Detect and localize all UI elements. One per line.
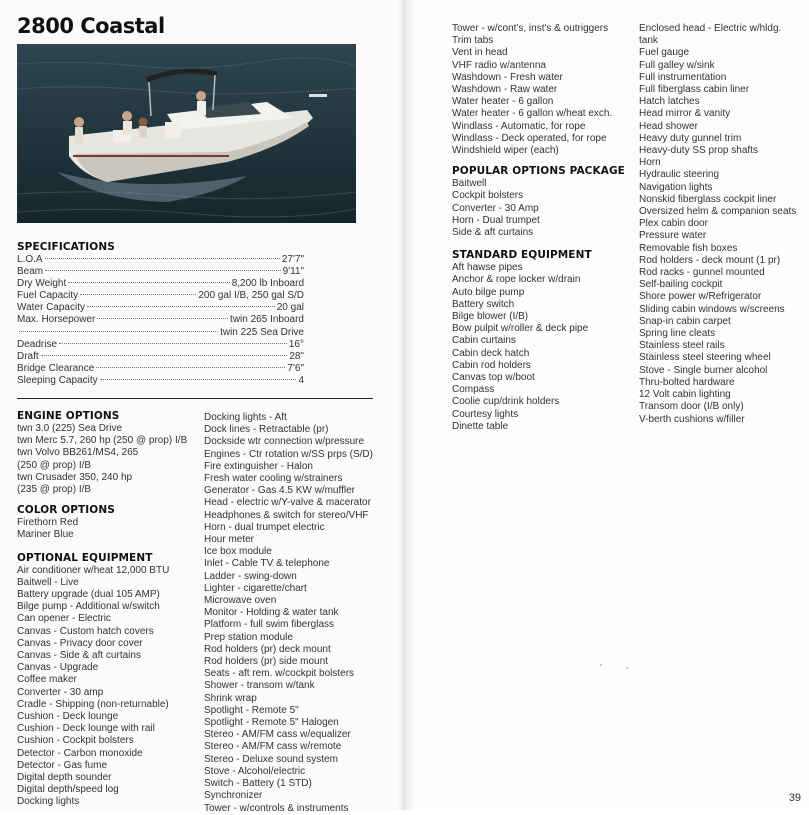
optional-equipment-item: Seats - aft rem. w/cockpit bolsters [204,668,355,680]
optional-equipment-item: Spotlight - Remote 5" Halogen [204,717,339,729]
standard-equipment-item: Head mirror & vanity [639,108,731,120]
spec-row [17,339,304,351]
specifications-heading: SPECIFICATIONS [17,241,115,253]
standard-equipment-item: Canvas top w/boot [452,372,535,384]
optional-equipment-item: Shrink wrap [204,692,257,704]
spec-value: 200 gal I/B, 250 gal S/D [198,290,304,302]
optional-equipment-item: Cushion - Cockpit bolsters [17,735,134,747]
optional-equipment-item: Monitor - Holding & water tank [204,607,339,619]
standard-equipment-item: Sliding cabin windows w/screens [639,303,785,315]
spec-label: Draft [17,350,39,362]
engine-option-item: twn 3.0 (225) Sea Drive [17,423,123,434]
spec-row [17,290,304,302]
spec-label: Beam [17,266,44,278]
standard-equipment-item: Pressure water [639,230,707,242]
optional-equipment-item: Horn - dual trumpet electric [204,521,325,533]
spec-label: Dry Weight [17,278,67,290]
optional-equipment-item: Ladder - swing-down [204,570,297,582]
optional-equipment-item: Canvas - Upgrade [17,662,99,674]
standard-equipment-item: Horn [639,157,661,169]
spec-value: 27'7" [281,254,304,265]
standard-equipment-item: Rod racks - gunnel mounted [639,267,765,279]
optional-equipment-item: Digital depth sounder [17,772,112,784]
paper-speck [600,664,602,666]
standard-equipment-item: Heavy-duty SS prop shafts [639,145,758,157]
spec-label: Sleeping Capacity [17,374,98,386]
boat-photo [17,44,356,223]
spec-label: Bridge Clearance [17,362,95,374]
standard-equipment-item: Stainless steel steering wheel [639,352,771,364]
optional-equipment-item: Ice box module [204,546,272,558]
page-title: 2800 Coastal [17,14,165,38]
standard-equipment-item: Compass [452,384,495,396]
optional-equipment-item: Canvas - Custom hatch covers [17,625,154,637]
popular-option-item: Side & aft curtains [452,227,534,239]
popular-options-heading: POPULAR OPTIONS PACKAGE [452,165,625,178]
optional-equipment-heading: OPTIONAL EQUIPMENT [17,551,153,564]
optional-equipment-item: Microwave oven [204,595,277,607]
optional-equipment-item: Canvas - Privacy door cover [17,637,143,649]
color-options-heading: COLOR OPTIONS [17,504,115,517]
optional-equipment-item: Prep station module [204,631,293,643]
engine-options-heading: ENGINE OPTIONS [17,410,120,422]
standard-equipment-item: Thru-bolted hardware [639,376,735,388]
standard-equipment-item: Rod holders - deck mount (1 pr) [639,254,781,266]
optional-equipment-item: Headphones & switch for stereo/VHF [204,509,369,521]
optional-equipment-item: Generator - Gas 4.5 KW w/muffler [204,485,355,497]
right-column-2 [639,23,809,426]
standard-equipment-item: Dinette table [452,420,509,432]
spec-value: 4 [298,374,304,386]
spec-label: Water Capacity [17,302,85,314]
optional-equipment-item: Cradle - Shipping (non-returnable) [17,698,169,710]
standard-equipment-item: Heavy duty gunnel trim [639,132,742,144]
specifications-section [17,241,304,387]
standard-equipment-item: Spring line cleats [639,328,716,340]
standard-equipment-item: Snap-in cabin carpet [639,315,731,327]
spec-label: Max. Horsepower [17,314,96,326]
popular-option-item: Converter - 30 Amp [452,202,539,214]
optional-equipment-item: Washdown - Fresh water [452,71,563,83]
engine-option-item: twn Merc 5.7, 260 hp (250 @ prop) I/B [17,435,188,447]
standard-equipment-item: Full galley w/sink [639,59,715,71]
optional-equipment-item: Windlass - Deck operated, for rope [452,132,607,144]
left-column-1 [17,410,202,809]
standard-equipment-item: Removable fish boxes [639,242,738,254]
standard-equipment-item: Battery switch [452,298,515,310]
optional-equipment-item: Baitwell - Live [17,576,79,588]
optional-equipment-item: Tower - w/cont's, inst's & outriggers [452,23,609,34]
optional-equipment-item: Bilge pump - Additional w/switch [17,601,160,613]
standard-equipment-item: Auto bilge pump [452,286,525,298]
spec-row [17,254,304,266]
optional-equipment-item: Air conditioner w/heat 12,000 BTU [17,564,170,576]
popular-option-item: Horn - Dual trumpet [452,214,540,226]
optional-equipment-item: Converter - 30 amp [17,686,104,698]
spec-label: L.O.A [17,254,43,265]
right-column-1 [452,23,637,433]
section-divider [17,398,373,399]
standard-equipment-item: Cabin curtains [452,335,516,347]
spec-label: Fuel Capacity [17,290,79,302]
popular-option-item: Baitwell [452,178,487,190]
engine-option-item: twn Crusader 350, 240 hp [17,471,133,483]
optional-equipment-item: Dock lines - Retractable (pr) [204,424,329,436]
standard-equipment-item: Nonskid fiberglass cockpit liner [639,193,777,205]
optional-equipment-item: Lighter - cigarette/chart [204,582,307,594]
standard-equipment-item: Aft hawse pipes [452,262,523,274]
optional-equipment-item: Stove - Alcohol/electric [204,765,306,777]
optional-equipment-item: Washdown - Raw water [452,84,558,96]
spec-row [17,351,304,363]
spec-row [17,363,304,375]
optional-equipment-item: Coffee maker [17,674,77,686]
spec-value: twin 225 Sea Drive [220,326,304,338]
optional-equipment-item: Head - electric w/Y-valve & macerator [204,497,371,509]
optional-equipment-item: Digital depth/speed log [17,784,119,796]
standard-equipment-item: Enclosed head - Electric w/hldg. [639,23,782,34]
optional-equipment-item: Windshield wiper (each) [452,145,559,157]
spec-row-continued [17,327,304,339]
optional-equipment-item: Shower - transom w/tank [204,680,315,692]
spec-value: 8,200 lb Inboard [231,278,304,290]
optional-equipment-item: VHF radio w/antenna [452,59,546,71]
standard-equipment-item: Fuel gauge [639,47,690,59]
spec-value: 16° [288,338,304,350]
standard-equipment-item: Anchor & rope locker w/drain [452,274,581,286]
optional-equipment-item: Docking lights [17,796,80,808]
engine-option-item: twn Volvo BB261/MS4, 265 [17,447,139,459]
standard-equipment-item: Self-bailing cockpit [639,279,723,291]
optional-equipment-item: Canvas - Side & aft curtains [17,650,141,662]
optional-equipment-item: Stereo - AM/FM cass w/remote [204,741,342,753]
standard-equipment-item: Stainless steel rails [639,340,725,352]
optional-equipment-item: Tower - w/controls & instruments [204,802,349,814]
standard-equipment-item: Head shower [639,120,698,132]
optional-equipment-item: Rod holders (pr) side mount [204,656,328,668]
spec-row [17,266,304,278]
optional-equipment-item: Detector - Gas fume [17,759,108,771]
standard-equipment-item: Cabin rod holders [452,359,531,371]
optional-equipment-item: Dockside wtr connection w/pressure [204,436,365,448]
spec-row [17,314,304,326]
optional-equipment-item: Water heater - 6 gallon w/heat exch. [452,108,613,120]
popular-option-item: Cockpit bolsters [452,190,524,202]
standard-equipment-item: tank [639,35,658,47]
optional-equipment-item: Stereo - Deluxe sound system [204,753,338,765]
standard-equipment-item: Bow pulpit w/roller & deck pipe [452,323,589,335]
optional-equipment-item: Engines - Ctr rotation w/SS prps (S/D) [204,448,373,460]
spec-value: 28" [289,350,304,362]
standard-equipment-item: Navigation lights [639,181,713,193]
standard-equipment-item: V-berth cushions w/filler [639,413,745,425]
optional-equipment-item: Trim tabs [452,35,494,47]
standard-equipment-item: Coolie cup/drink holders [452,396,560,408]
spec-value: 20 gal [276,302,304,314]
spec-row [17,375,304,387]
optional-equipment-item: Stereo - AM/FM cass w/equalizer [204,729,351,741]
optional-equipment-item: Battery upgrade (dual 105 AMP) [17,589,160,601]
optional-equipment-item: Hour meter [204,534,255,546]
optional-equipment-item: Rod holders (pr) deck mount [204,643,331,655]
standard-equipment-item: Courtesy lights [452,408,519,420]
optional-equipment-item: Switch - Battery (1 STD) [204,778,312,790]
optional-equipment-item: Docking lights - Aft [204,412,287,423]
standard-equipment-item: Transom door (I/B only) [639,401,744,413]
page-number: 39 [788,792,801,804]
optional-equipment-item: Water heater - 6 gallon [452,96,554,108]
left-column-2 [204,412,404,815]
standard-equipment-item: Shore power w/Refrigerator [639,291,762,303]
standard-equipment-item: 12 Volt cabin lighting [639,389,731,401]
standard-equipment-item: Cabin deck hatch [452,347,530,359]
optional-equipment-item: Synchronizer [204,790,263,802]
standard-equipment-item: Full fiberglass cabin liner [639,84,750,96]
standard-equipment-item: Bilge blower (I/B) [452,311,529,323]
color-option-item: Mariner Blue [17,529,74,541]
standard-equipment-heading: STANDARD EQUIPMENT [452,249,592,262]
color-option-item: Firethorn Red [17,517,79,529]
standard-equipment-item: Hydraulic steering [639,169,720,181]
optional-equipment-item: Cushion - Deck lounge [17,711,119,723]
spec-row [17,278,304,290]
spec-label: Deadrise [17,338,58,350]
optional-equipment-item: Detector - Carbon monoxide [17,747,143,759]
standard-equipment-item: Stove - Single burner alcohol [639,364,768,376]
standard-equipment-item: Hatch latches [639,96,700,108]
optional-equipment-item: Can opener - Electric [17,613,111,625]
spec-value: twin 265 Inboard [230,314,304,326]
optional-equipment-item: Platform - full swim fiberglass [204,619,335,631]
standard-equipment-item: Full instrumentation [639,71,727,83]
optional-equipment-item: Windlass - Automatic, for rope [452,120,586,132]
engine-option-item: (250 @ prop) I/B [17,459,92,471]
optional-equipment-item: Spotlight - Remote 5" [204,704,299,716]
optional-equipment-item: Vent in head [452,47,508,59]
standard-equipment-item: Plex cabin door [639,218,708,230]
optional-equipment-item: Fire extinguisher - Halon [204,460,313,472]
optional-equipment-item: Inlet - Cable TV & telephone [204,558,330,570]
optional-equipment-item: Fresh water cooling w/strainers [204,473,343,485]
spec-value: 7'6" [287,362,304,374]
engine-option-item: (235 @ prop) I/B [17,484,92,496]
standard-equipment-item: Oversized helm & companion seats [639,206,797,218]
paper-speck [626,667,628,669]
spec-value: 9'11" [282,266,304,278]
spec-row [17,302,304,314]
optional-equipment-item: Cushion - Deck lounge with rail [17,723,155,735]
